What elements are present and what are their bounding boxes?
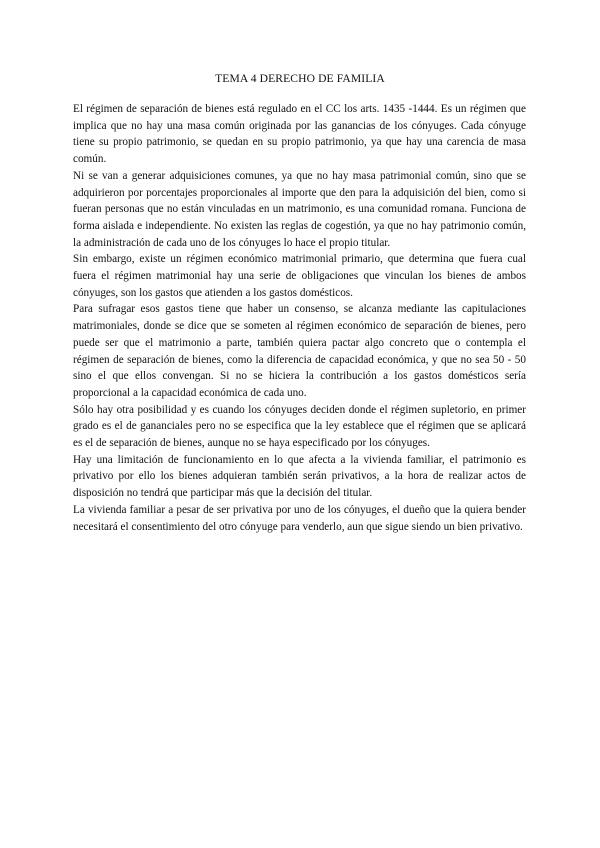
paragraph-vivienda-consentimiento: La vivienda familiar a pesar de ser privativa por uno de los cónyuges, el dueño que la quiera bender necesitará el consentimiento del otro cónyuge para venderlo, aun que sigue siendo un bien privativo. [73, 503, 526, 533]
paragraph-regimen-supletorio: Sólo hay otra posibilidad y es cuando los cónyuges deciden donde el régimen supletorio, en primer grado es el de gananciales pero no se especifica que la ley establece que el régimen que se aplicará es el de separación de bienes, aunque no se haya especificado por los cónyuges. [73, 403, 526, 450]
paragraph-separacion-bienes: El régimen de separación de bienes está regulado en el CC los arts. 1435 -1444. Es un régimen que implica que no hay una masa común originada por las ganancias de los cónyuges. Cada cónyuge tiene su propio patrimonio, se quedan en su propio patrimonio, ya que hay una carencia de masa común. [73, 103, 526, 166]
paragraph-vivienda-limitacion: Hay una limitación de funcionamiento en lo que afecta a la vivienda familiar, el patrimonio es privativo por ello los bienes adquieran también serán privativos, a la hora de realizar actos de disposición no tendrá que participar más que la decisión del titular. [73, 453, 526, 500]
paragraph-adquisiciones: Ni se van a generar adquisiciones comunes, ya que no hay masa patrimonial común, sino que se adquirieron por porcentajes proporcionales al importe que den para la adquisición del bien, como si fueran personas que no están vinculadas en un matrimonio, es una comunidad romana. Funciona de forma aislada e independiente. No existen las reglas de cogestión, ya que no hay patrimonio común, la administración de cada uno de los cónyuges lo hace el propio titular. [73, 169, 526, 249]
document-title: TEMA 4 DERECHO DE FAMILIA [215, 72, 385, 85]
paragraph-gastos-domesticos: Para sufragar esos gastos tiene que haber un consenso, se alcanza mediante las capitulaciones matrimoniales, donde se dice que se someten al régimen económico de separación de bienes, pero puede ser que el matrimonio a parte, también quiera pactar algo concreto que o contempla el régimen de separación de bienes, como la diferencia de capacidad económica, y que no sea 50 - 50 sino el que ellos convengan. Si no se hiciera la contribución a los gastos domésticos sería proporcional a la capacidad económica de cada uno. [73, 303, 526, 399]
document-body [73, 101, 526, 535]
paragraph-regimen-primario: Sin embargo, existe un régimen económico matrimonial primario, que determina que fuera cual fuera el régimen matrimonial hay una serie de obligaciones que vinculan los bienes de ambos cónyuges, son los gastos que atienden a los gastos domésticos. [73, 253, 526, 299]
